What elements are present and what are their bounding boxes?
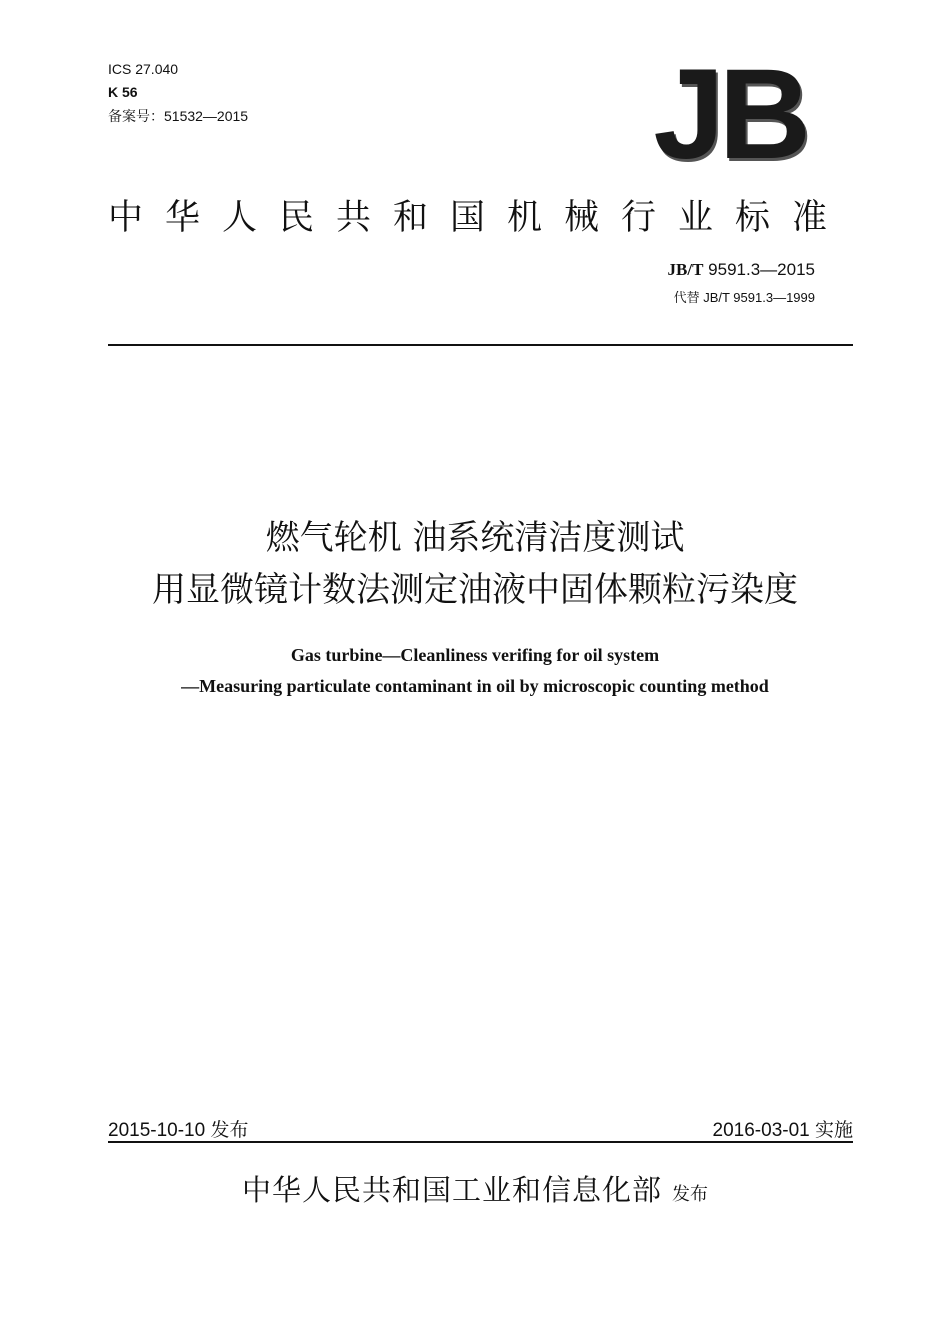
- top-divider: [108, 344, 853, 346]
- title-cn-line1: 燃气轮机 油系统清洁度测试: [265, 518, 685, 558]
- issue-date: 2015-10-10 发布: [108, 1120, 249, 1141]
- ics-code: ICS 27.040: [108, 61, 179, 77]
- standard-category: 中华人民共和国机械行业标准: [108, 198, 850, 238]
- implement-date: 2016-03-01 实施: [712, 1120, 853, 1141]
- replaces-standard: 代替 JB/T 9591.3—1999: [673, 290, 815, 305]
- record-number: 备案号：51532—2015: [108, 108, 249, 124]
- title-cn-line2: 用显微镜计数法测定油液中固体颗粒污染度: [152, 570, 798, 610]
- standard-code-number: 9591.3—2015: [703, 260, 815, 279]
- publisher-org: 中华人民共和国工业和信息化部: [241, 1173, 662, 1207]
- title-en-line1: Gas turbine—Cleanliness verifing for oil system: [290, 645, 660, 665]
- publisher: [0, 1168, 950, 1209]
- standard-code-prefix: JB/T: [667, 260, 704, 279]
- publisher-action: 发布: [672, 1184, 708, 1205]
- title-en-line2: —Measuring particulate contaminant in oil by microscopic counting method: [181, 676, 769, 696]
- standard-code: [668, 260, 815, 280]
- ccs-code: K 56: [108, 84, 138, 100]
- bottom-divider: [108, 1141, 853, 1143]
- jb-logo: JB: [653, 43, 805, 186]
